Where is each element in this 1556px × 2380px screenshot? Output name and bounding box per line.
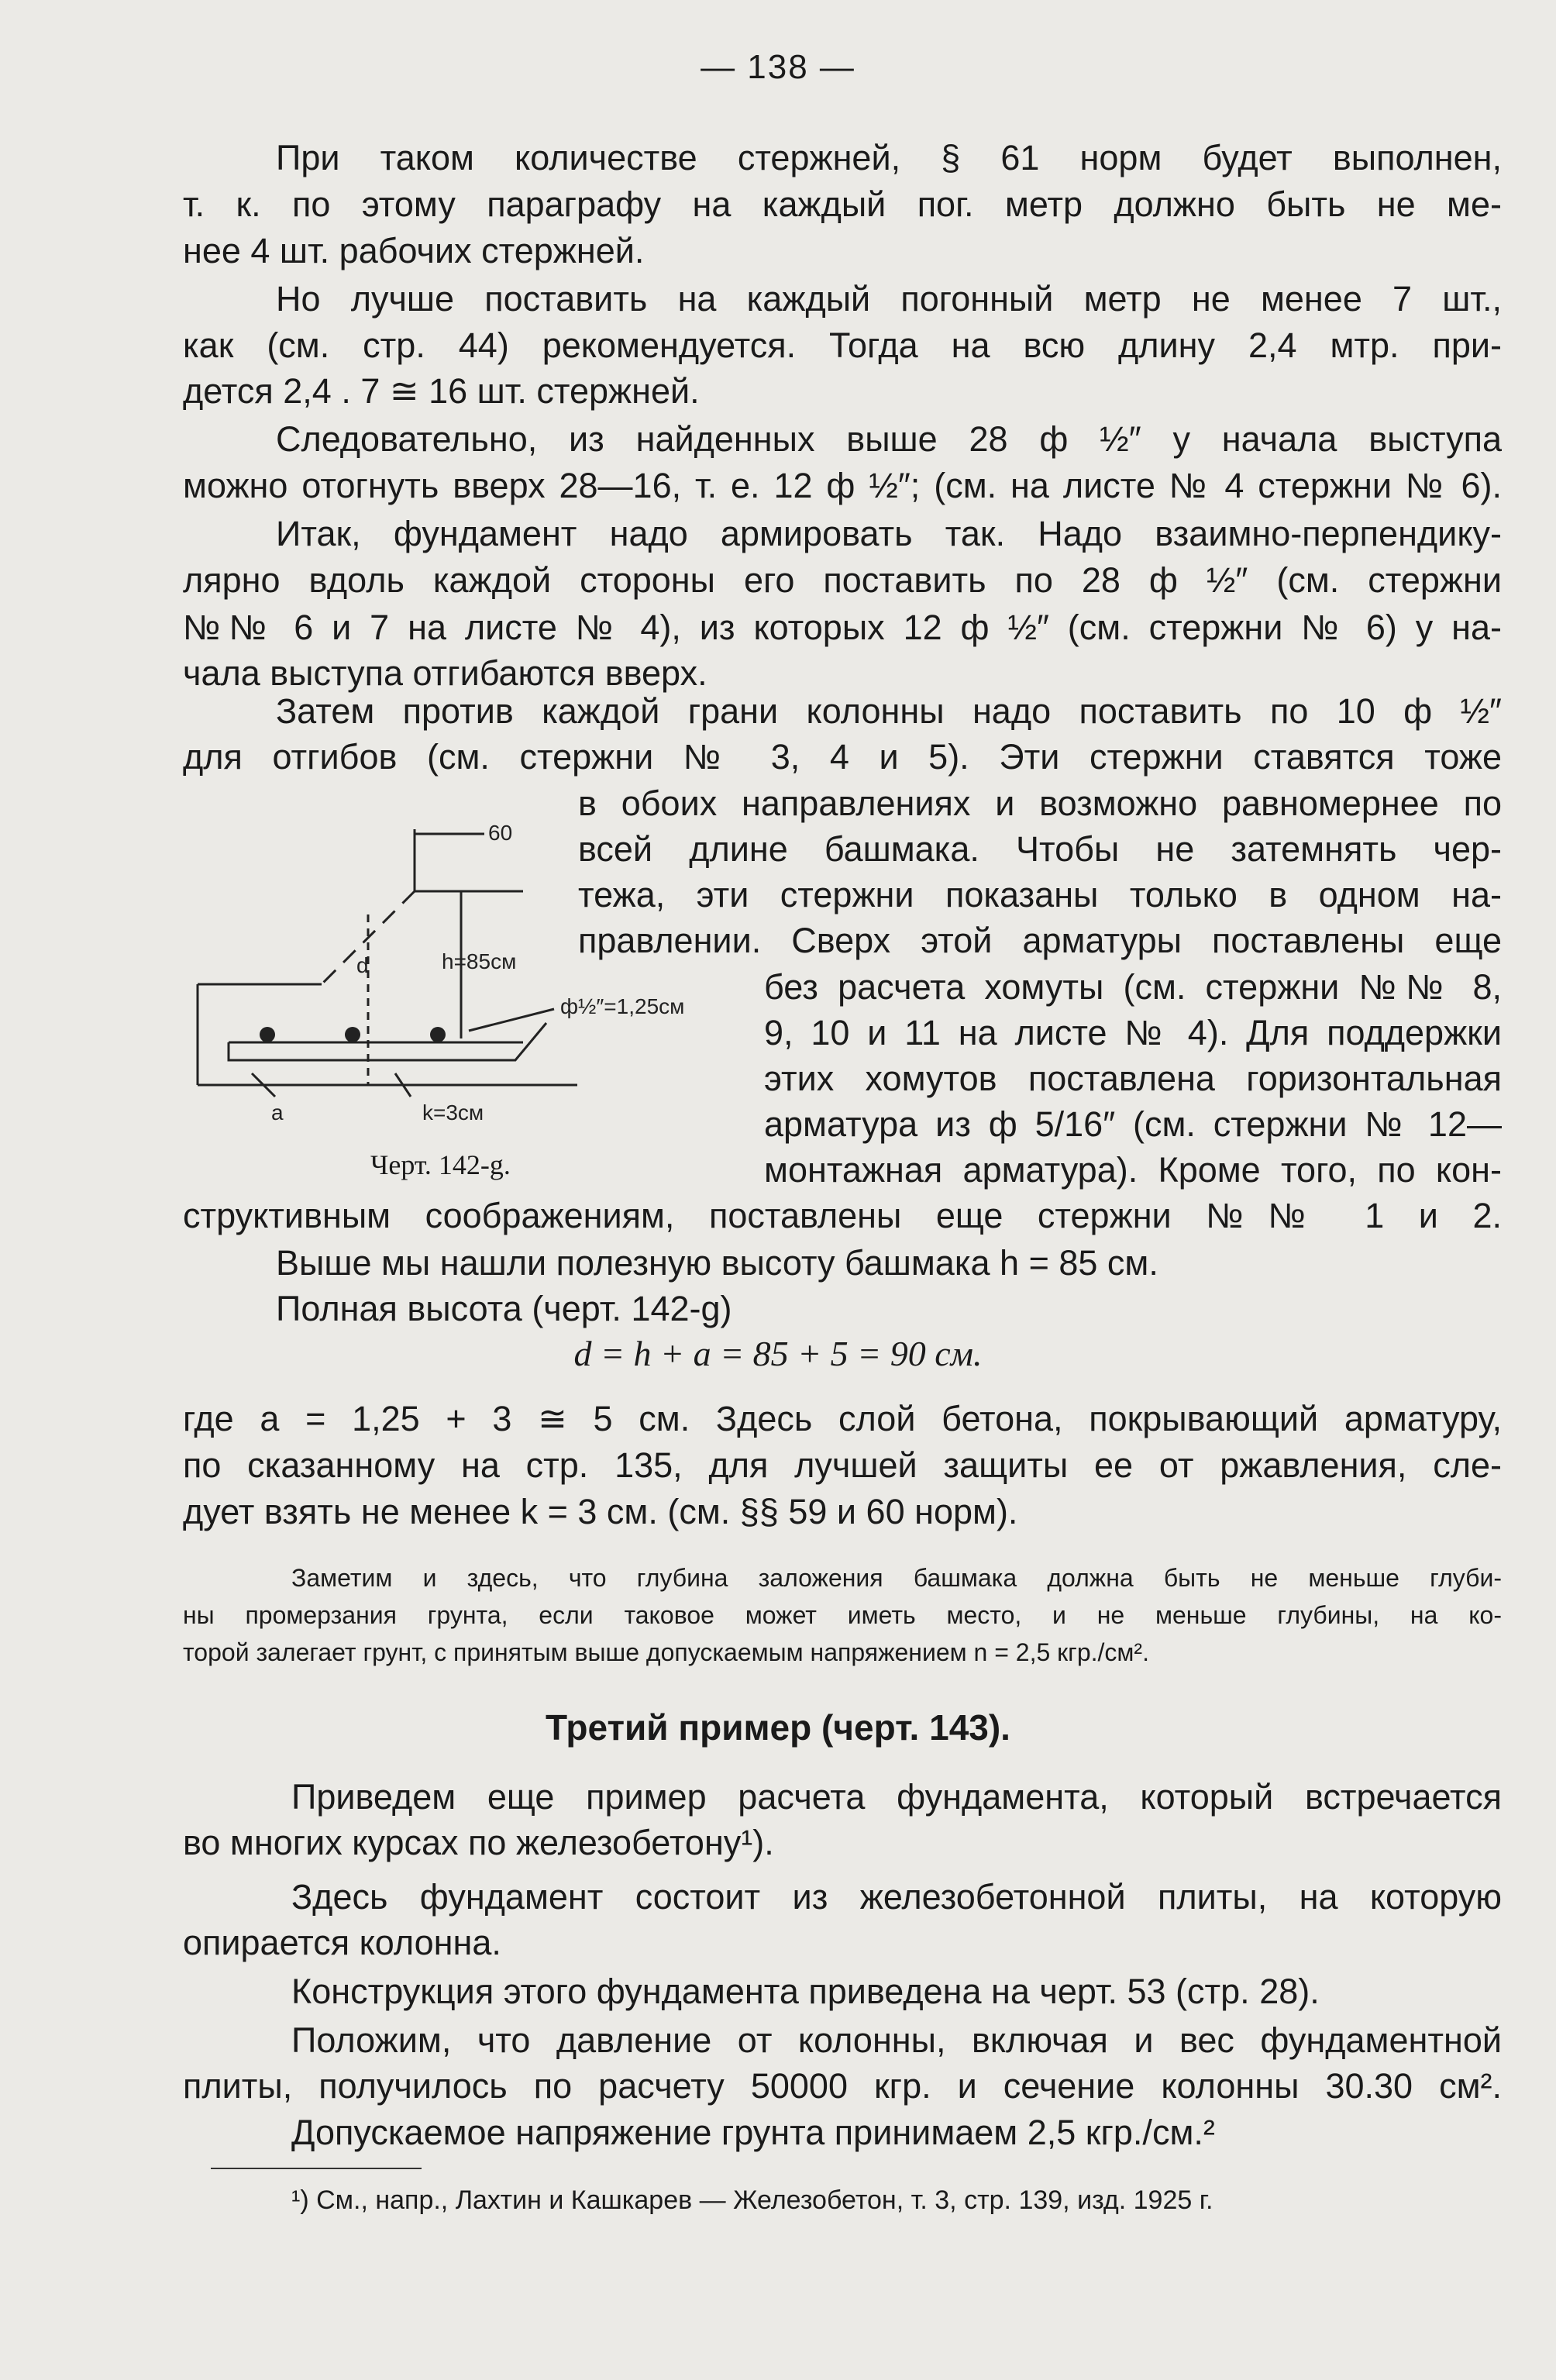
text-line: дует взять не менее k = 3 см. (см. §§ 59 и 60 норм).	[183, 1492, 1018, 1531]
text-line: Допускаемое напряжение грунта принимаем 2,5 кгр./см.²	[291, 2113, 1215, 2152]
text-line: по сказанному на стр. 135, для лучшей защиты ее от ржавления, сле-	[183, 1445, 1502, 1485]
text-line: структивным соображениям, поставлены еще стержни №№ 1 и 2.	[183, 1196, 1502, 1235]
footnote: ¹) См., напр., Лахтин и Кашкарев — Железобетон, т. 3, стр. 139, изд. 1925 г.	[291, 2185, 1213, 2215]
text-line: лярно вдоль каждой стороны его поставить по 28 ф ½″ (см. стержни	[183, 560, 1502, 600]
text-line: этих хомутов поставлена горизонтальная	[764, 1059, 1502, 1098]
text-line: где a = 1,25 + 3 ≅ 5 см. Здесь слой бетона, покрывающий арматуру,	[183, 1399, 1502, 1438]
text-line: всей длине башмака. Чтобы не затемнять чер-	[578, 829, 1502, 869]
text-line: т. к. по этому параграфу на каждый пог. метр должно быть не ме-	[183, 184, 1502, 224]
label-d: d	[356, 953, 369, 977]
label-k: k=3см	[422, 1100, 484, 1125]
text-line: можно отогнуть вверх 28—16, т. е. 12 ф ½″; (см. на листе № 4 стержни № 6).	[183, 466, 1502, 505]
text-line: Следовательно, из найденных выше 28 ф ½″ у начала выступа	[276, 419, 1502, 459]
text-line: Затем против каждой грани колонны надо поставить по 10 ф ½″	[276, 691, 1502, 731]
text-line: Здесь фундамент состоит из железобетонной плиты, на которую	[291, 1877, 1502, 1917]
text-line: без расчета хомуты (см. стержни №№ 8,	[764, 967, 1502, 1007]
text-line: плиты, получилось по расчету 50000 кгр. и сечение колонны 30.30 см².	[183, 2066, 1502, 2106]
text-line: арматура из ф 5/16″ (см. стержни № 12—	[764, 1104, 1502, 1144]
label-60: 60	[488, 821, 513, 845]
text-line: Но лучше поставить на каждый погонный метр не менее 7 шт.,	[276, 279, 1502, 319]
text-line: Приведем еще пример расчета фундамента, который встречается	[291, 1777, 1502, 1817]
page-number: — 138 —	[701, 48, 855, 86]
rebar-dot	[430, 1027, 446, 1042]
note-line: Заметим и здесь, что глубина заложения башмака должна быть не меньше глуби-	[291, 1564, 1502, 1592]
note-line: ны промерзания грунта, если таковое может иметь место, и не меньше глубины, на ко-	[183, 1601, 1502, 1629]
text-line: чала выступа отгибаются вверх.	[183, 653, 707, 693]
text-line: При таком количестве стержней, § 61 норм будет выполнен,	[276, 138, 1502, 177]
text-line: монтажная арматура). Кроме того, по кон-	[764, 1150, 1502, 1190]
text-line: для отгибов (см. стержни № 3, 4 и 5). Эти стержни ставятся тоже	[183, 737, 1502, 777]
label-a: a	[271, 1100, 284, 1125]
text-line: во многих курсах по железобетону¹).	[183, 1823, 774, 1862]
text-line: нее 4 шт. рабочих стержней.	[183, 231, 645, 270]
rebar-dot	[345, 1027, 360, 1042]
foundation-section-diagram	[190, 806, 748, 1186]
figure-caption: Черт. 142-g.	[370, 1149, 511, 1180]
text-line: опирается колонна.	[183, 1923, 501, 1962]
rebar-dot	[260, 1027, 275, 1042]
text-line: Выше мы нашли полезную высоту башмака h = 85 см.	[276, 1243, 1158, 1283]
text-line: Конструкция этого фундамента приведена на черт. 53 (стр. 28).	[291, 1972, 1320, 2011]
label-h: h=85см	[442, 949, 517, 973]
text-line: Итак, фундамент надо армировать так. Надо взаимно-перпендику-	[276, 514, 1502, 553]
text-line: правлении. Сверх этой арматуры поставлены еще	[578, 921, 1502, 960]
text-line: №№ 6 и 7 на листе № 4), из которых 12 ф ½″ (см. стержни № 6) у на-	[183, 608, 1502, 647]
footnote-rule	[211, 2168, 422, 2169]
label-bar: ф½″=1,25см	[560, 994, 685, 1018]
formula: d = h + a = 85 + 5 = 90 см.	[573, 1334, 983, 1373]
text-line: как (см. стр. 44) рекомендуется. Тогда на всю длину 2,4 мтр. при-	[183, 325, 1502, 365]
text-line: тежа, эти стержни показаны только в одном на-	[578, 875, 1502, 914]
text-line: дется 2,4 . 7 ≅ 16 шт. стержней.	[183, 371, 700, 411]
text-line: Полная высота (черт. 142-g)	[276, 1289, 732, 1328]
section-heading: Третий пример (черт. 143).	[546, 1707, 1010, 1748]
text-line: в обоих направлениях и возможно равномернее по	[578, 784, 1502, 823]
note-line: торой залегает грунт, с принятым выше допускаемым напряжением n = 2,5 кгр./см².	[183, 1638, 1149, 1666]
text-line: 9, 10 и 11 на листе № 4). Для поддержки	[764, 1013, 1502, 1052]
text-line: Положим, что давление от колонны, включая и вес фундаментной	[291, 2020, 1502, 2060]
